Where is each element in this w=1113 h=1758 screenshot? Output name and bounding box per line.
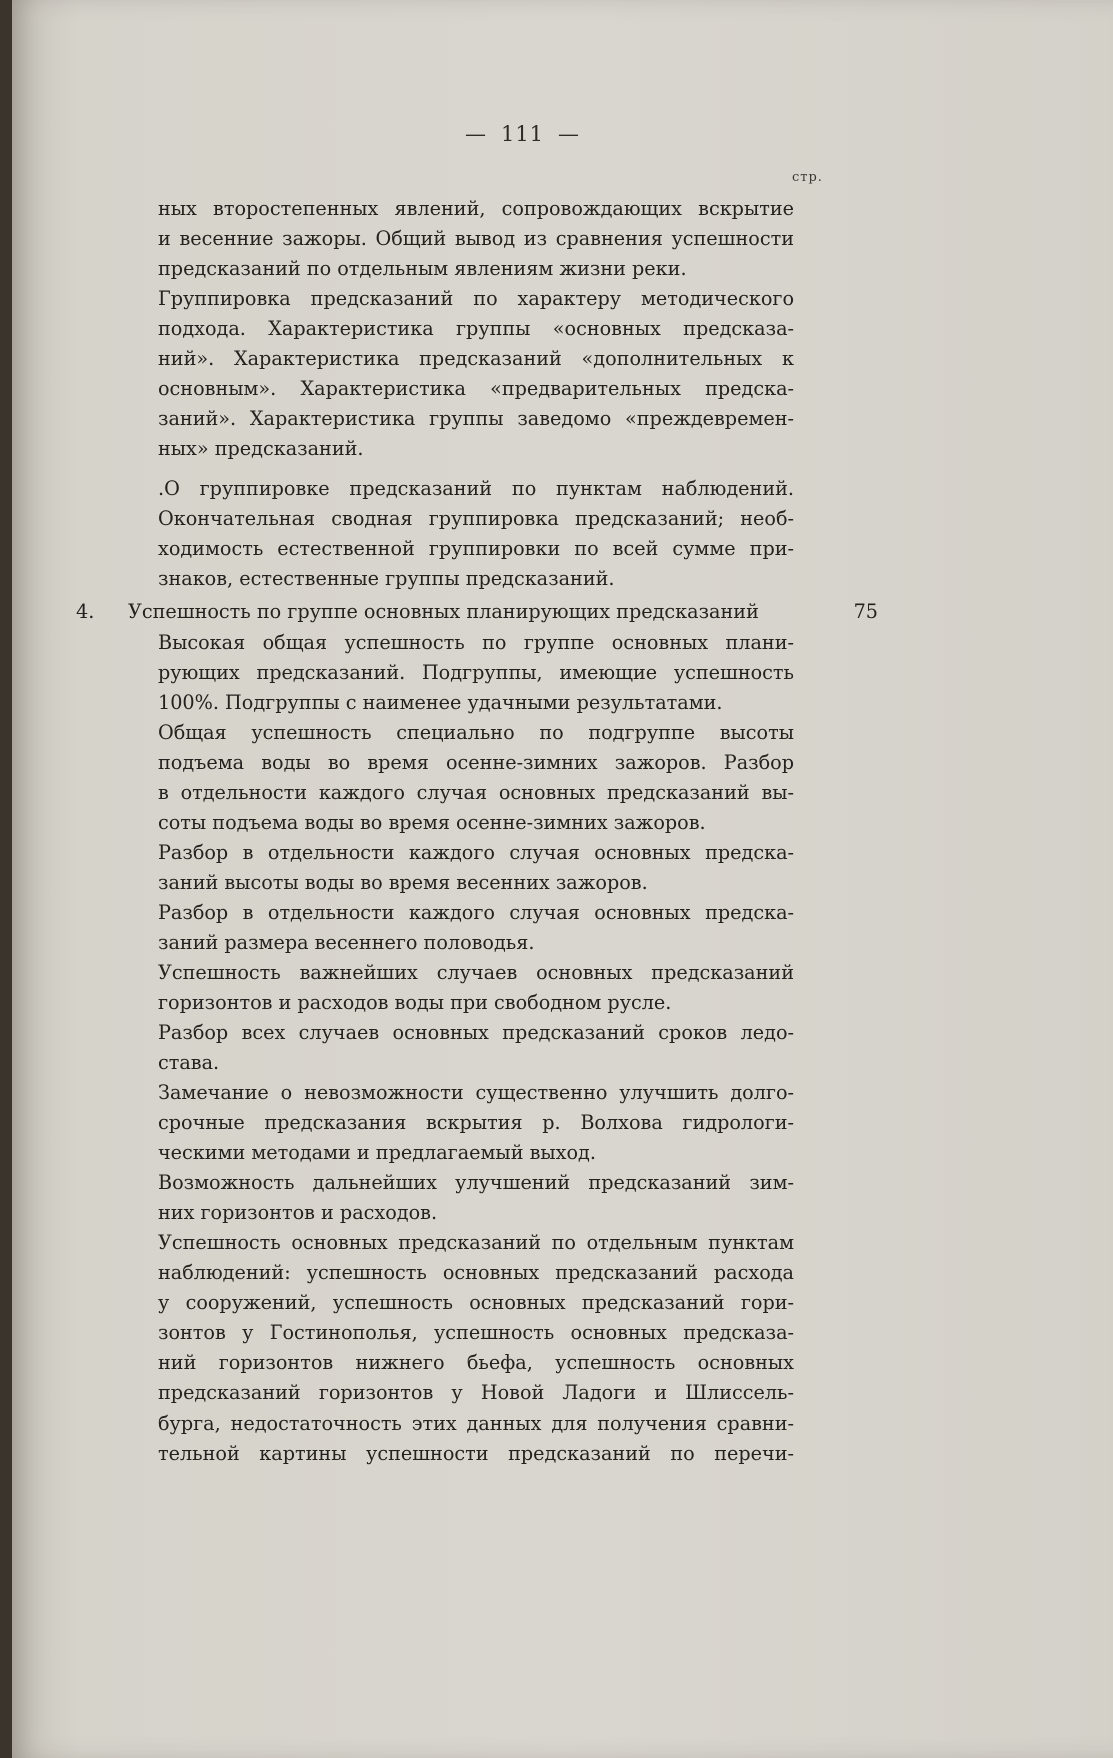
text-line: Успешность основных предсказаний по отдельным пунктам [158, 1231, 794, 1254]
text-line: у сооружений, успешность основных предсказаний гори- [158, 1291, 794, 1315]
text-line: предсказаний по отдельным явлениям жизни реки. [158, 257, 687, 281]
text-line: заний высоты воды во время весенних зажоров. [158, 871, 648, 895]
toc-paragraph [158, 474, 794, 594]
text-line: ческими методами и предлагаемый выход. [158, 1141, 596, 1165]
toc-paragraph [158, 898, 794, 958]
text-line: в отдельности каждого случая основных предсказаний вы- [158, 781, 794, 805]
text-line: Разбор в отдельности каждого случая основных предска- [158, 901, 794, 924]
text-line: Разбор всех случаев основных предсказаний сроков ледо- [158, 1021, 794, 1044]
toc-paragraph [158, 284, 794, 465]
text-line: Окончательная сводная группировка предсказаний; необ- [158, 507, 794, 531]
text-line: Группировка предсказаний по характеру методического [158, 287, 794, 310]
text-line: тельной картины успешности предсказаний по перечи- [158, 1441, 794, 1465]
section-page-number: 75 [853, 600, 878, 623]
text-line: заний». Характеристика группы заведомо «преждевремен- [158, 407, 794, 431]
text-line: и весенние зажоры. Общий вывод из сравнения успешности [158, 227, 794, 251]
toc-paragraph [158, 958, 794, 1018]
text-line: срочные предсказания вскрытия р. Волхова гидрологи- [158, 1111, 794, 1135]
text-line: .О группировке предсказаний по пунктам наблюдений. [158, 477, 794, 500]
toc-paragraph [158, 1168, 794, 1228]
text-line: Общая успешность специально по подгруппе высоты [158, 721, 794, 744]
text-line: заний размера весеннего половодья. [158, 931, 535, 955]
text-line: подхода. Характеристика группы «основных предсказа- [158, 317, 794, 341]
text-line: них горизонтов и расходов. [158, 1201, 438, 1225]
page-column-header: стр. [792, 170, 823, 185]
text-line: ний». Характеристика предсказаний «дополнительных к [158, 347, 794, 371]
text-line: зонтов у Гостинополья, успешность основных предсказа- [158, 1321, 794, 1345]
text-line: става. [158, 1051, 220, 1075]
toc-paragraph [158, 1018, 794, 1078]
text-line: подъема воды во время осенне-зимних зажоров. Разбор [158, 751, 794, 775]
text-line: ходимость естественной группировки по всей сумме при- [158, 537, 794, 561]
text-line: 100%. Подгруппы с наименее удачными результатами. [158, 691, 723, 715]
text-line: Разбор в отдельности каждого случая основных предска- [158, 841, 794, 864]
text-line: соты подъема воды во время осенне-зимних зажоров. [158, 811, 706, 835]
toc-paragraph [158, 1078, 794, 1168]
text-line: ний горизонтов нижнего бьефа, успешность основных [158, 1351, 794, 1375]
toc-paragraph [158, 1228, 794, 1469]
text-line: горизонтов и расходов воды при свободном русле. [158, 991, 672, 1015]
book-page [12, 0, 1113, 1758]
toc-paragraph [158, 838, 794, 898]
text-line: основным». Характеристика «предварительных предска- [158, 377, 794, 401]
section-number: 4. [76, 600, 95, 623]
text-line: ных» предсказаний. [158, 437, 364, 461]
text-line: рующих предсказаний. Подгруппы, имеющие успешность [158, 661, 794, 685]
toc-paragraph [158, 194, 794, 284]
page-number: — 111 — [464, 122, 581, 146]
text-line: ных второстепенных явлений, сопровождающих вскрытие [158, 197, 794, 220]
text-line: предсказаний горизонтов у Новой Ладоги и Шлиссель- [158, 1381, 794, 1405]
text-line: Возможность дальнейших улучшений предсказаний зим- [158, 1171, 794, 1194]
section-title: Успешность по группе основных планирующих предсказаний [128, 600, 759, 623]
text-line: наблюдений: успешность основных предсказаний расхода [158, 1261, 794, 1285]
text-line: Замечание о невозможности существенно улучшить долго- [158, 1081, 794, 1104]
text-line: Успешность важнейших случаев основных предсказаний [158, 961, 794, 984]
text-line: Высокая общая успешность по группе основных плани- [158, 631, 794, 654]
text-line: бурга, недостаточность этих данных для получения сравни- [158, 1411, 794, 1435]
toc-paragraph [158, 718, 794, 838]
text-line: знаков, естественные группы предсказаний. [158, 567, 615, 591]
toc-paragraph [158, 628, 794, 718]
